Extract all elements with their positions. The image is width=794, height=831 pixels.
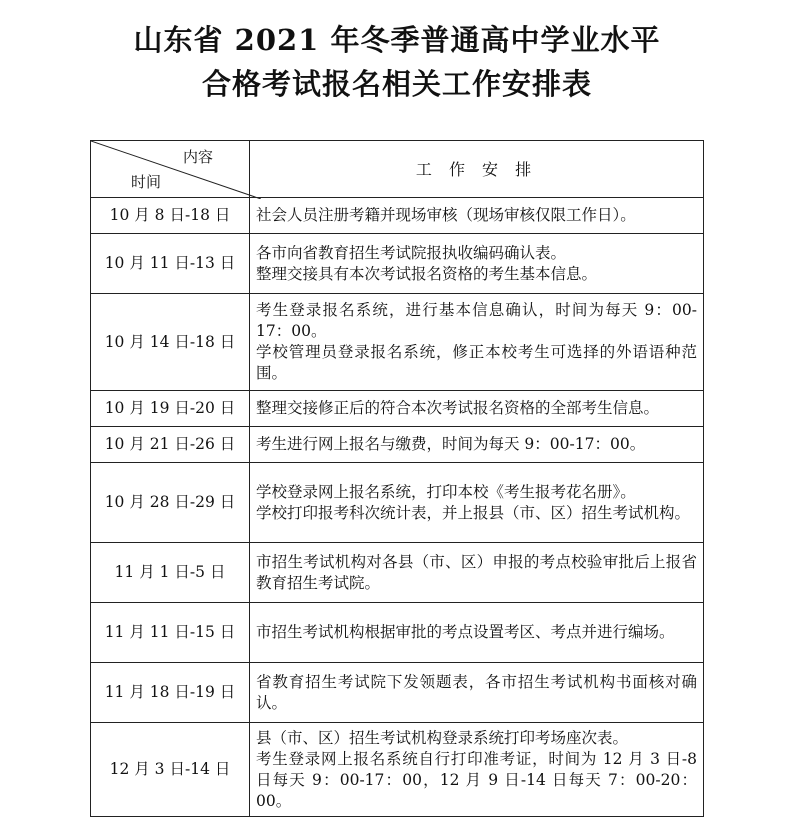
table-row xyxy=(91,723,704,817)
row-work xyxy=(250,723,704,817)
page-title-line2: 合格考试报名相关工作安排表 xyxy=(201,67,592,101)
work-line: 考生登录报名系统，进行基本信息确认，时间为每天 9：00-17：00。 xyxy=(256,301,697,340)
row-time: 10 月 21 日-26 日 xyxy=(91,427,250,463)
diagonal-line xyxy=(91,141,261,199)
work-line: 考生登录网上报名系统自行打印准考证，时间为 12 月 3 日-8 日每天 9：00-17：00，12 月 9 日-14 日每天 7：00-20：00。 xyxy=(256,749,697,810)
work-line: 市招生考试机构对各县（市、区）申报的考点校验审批后上报省教育招生考试院。 xyxy=(256,552,697,592)
row-time: 10 月 11 日-13 日 xyxy=(91,234,250,294)
work-line: 各市向省教育招生考试院报执收编码确认表。 xyxy=(256,243,567,262)
row-work xyxy=(250,198,704,234)
row-work xyxy=(250,234,704,294)
row-work xyxy=(250,663,704,723)
table-row xyxy=(91,198,704,234)
row-work xyxy=(250,427,704,463)
work-line: 省教育招生考试院下发领题表，各市招生考试机构书面核对确认。 xyxy=(256,672,697,712)
table-row xyxy=(91,663,704,723)
row-work xyxy=(250,294,704,391)
diagonal-header-cell xyxy=(91,141,250,198)
work-line: 学校打印报考科次统计表，并上报县（市、区）招生考试机构。 xyxy=(256,503,691,522)
row-work xyxy=(250,463,704,543)
row-time: 10 月 19 日-20 日 xyxy=(91,391,250,427)
row-work xyxy=(250,603,704,663)
header-time-label: 时间 xyxy=(131,173,162,191)
row-time: 11 月 1 日-5 日 xyxy=(91,543,250,603)
table-row xyxy=(91,543,704,603)
header-work-label: 工 作 安 排 xyxy=(250,141,704,198)
row-time: 11 月 18 日-19 日 xyxy=(91,663,250,723)
row-work xyxy=(250,543,704,603)
row-time: 10 月 14 日-18 日 xyxy=(91,294,250,391)
table-row xyxy=(91,427,704,463)
work-line: 县（市、区）招生考试机构登录系统打印考场座次表。 xyxy=(256,728,629,747)
header-content-label: 内容 xyxy=(182,148,213,166)
table-row xyxy=(91,294,704,391)
table-row xyxy=(91,234,704,294)
page-title-line1: 山东省 2021 年冬季普通高中学业水平 xyxy=(133,23,661,57)
work-line: 整理交接具有本次考试报名资格的考生基本信息。 xyxy=(256,264,598,283)
row-time: 10 月 28 日-29 日 xyxy=(91,463,250,543)
work-line: 社会人员注册考籍并现场审核（现场审核仅限工作日）。 xyxy=(256,206,636,224)
row-time: 11 月 11 日-15 日 xyxy=(91,603,250,663)
work-line: 学校登录网上报名系统，打印本校《考生报考花名册》。 xyxy=(256,482,636,501)
row-work xyxy=(250,391,704,427)
table-header-row xyxy=(91,141,704,198)
work-line: 考生进行网上报名与缴费，时间为每天 9：00-17：00。 xyxy=(256,435,646,453)
work-line: 市招生考试机构根据审批的考点设置考区、考点并进行编场。 xyxy=(256,623,675,641)
work-line: 学校管理员登录报名系统，修正本校考生可选择的外语语种范围。 xyxy=(256,343,697,382)
table-row xyxy=(91,603,704,663)
table-row xyxy=(91,391,704,427)
work-line: 整理交接修正后的符合本次考试报名资格的全部考生信息。 xyxy=(256,399,660,417)
row-time: 10 月 8 日-18 日 xyxy=(91,198,250,234)
schedule-table xyxy=(90,140,704,817)
row-time: 12 月 3 日-14 日 xyxy=(91,723,250,817)
table-row xyxy=(91,463,704,543)
